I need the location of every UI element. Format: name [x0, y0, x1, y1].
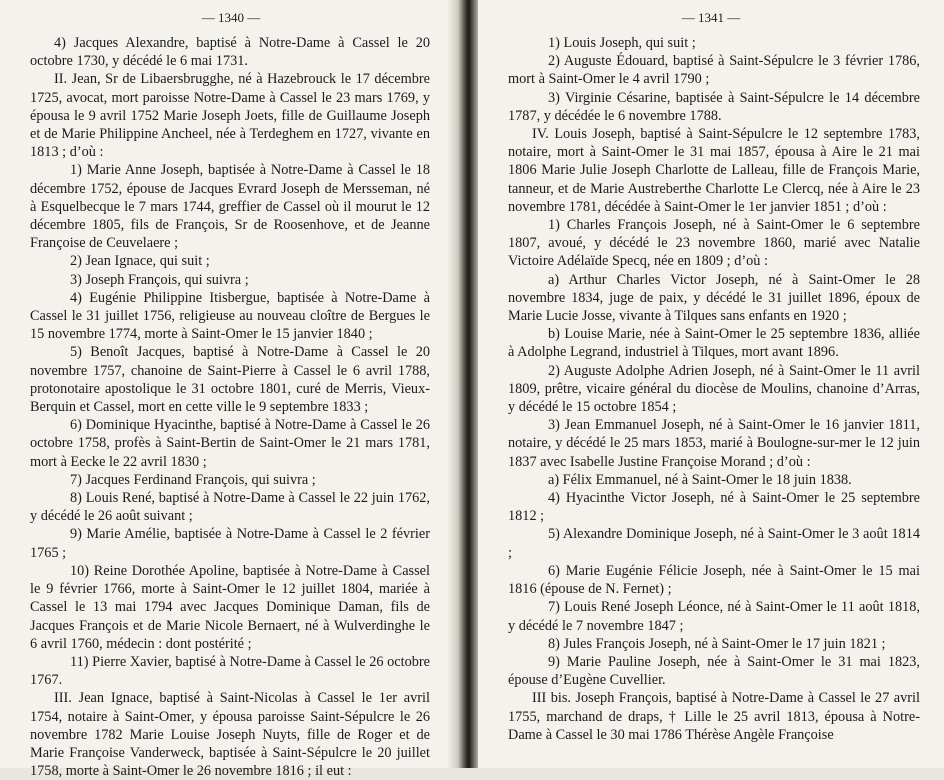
list-item: 2) Jean Ignace, qui suit ;	[70, 253, 210, 270]
paragraph: 4) Jacques Alexandre, baptisé à Notre-Dame à Cassel le 20 octobre 1730, y décédé le 6 mai 1731.	[30, 35, 430, 70]
list-item: 3) Joseph François, qui suivra ;	[70, 271, 249, 288]
list-item: 4) Eugénie Philippine Itisbergue, baptisée à Notre-Dame à Cassel le 31 juillet 1756, religieuse au nouveau cloître de Bergues le 15 novembre 1774, morte à Saint-Omer le 15 janvier 1840 ;	[30, 289, 430, 343]
list-item: 2) Auguste Édouard, baptisé à Saint-Sépulcre le 3 février 1786, mort à Saint-Omer le 4 avril 1790 ;	[508, 53, 920, 88]
list-item: 6) Dominique Hyacinthe, baptisé à Notre-Dame à Cassel le 26 octobre 1758, profès à Saint-Bertin de Saint-Omer le 21 mars 1781, mort à Eecke le 22 avril 1830 ;	[30, 417, 430, 470]
list-item: 1) Marie Anne Joseph, baptisée à Notre-Dame à Cassel le 18 décembre 1752, épouse de Jacques Evrard Joseph de Mersseman, né à Esquelbecque le 7 mars 1744, greffier de Cassel où il mourut le 12 décembre 1805, fils de François, Sr de Roosenhove, et de Jeanne Françoise de Ceuvelaere ;	[30, 162, 430, 252]
list-item: 7) Jacques Ferdinand François, qui suivra ;	[70, 471, 316, 488]
list-item: 5) Benoît Jacques, baptisé à Notre-Dame à Cassel le 20 novembre 1757, chanoine de Saint-Pierre à Cassel le 6 avril 1788, protonotaire apostolique le 31 octobre 1801, curé de Merris, Vieux-Berquin et Cassel, mort en cette ville le 9 septembre 1833 ;	[30, 344, 430, 416]
list-item: 11) Pierre Xavier, baptisé à Notre-Dame à Cassel le 26 octobre 1767.	[30, 653, 430, 689]
list-item: 4) Hyacinthe Victor Joseph, né à Saint-Omer le 25 septembre 1812 ;	[508, 490, 920, 525]
right-page-text	[508, 34, 920, 744]
list-item: 1) Charles François Joseph, né à Saint-Omer le 6 septembre 1807, avoué, y décédé le 23 novembre 1860, marié avec Natalie Victoire Adélaïde Specq, née en 1809 ; d’où :	[508, 217, 920, 270]
paragraph: III. Jean Ignace, baptisé à Saint-Nicolas à Cassel le 1er avril 1754, notaire à Saint-Omer, y épousa paroisse Saint-Sépulcre le 26 novembre 1782 Marie Louise Joseph Nuyts, fille de Roger et de Marie Françoise Vanderweck, baptisée à Saint-Sépulcre le 20 juillet 1758, morte à Saint-Omer le 26 novembre 1816 ; il eut :	[30, 690, 430, 780]
paragraph: IV. Louis Joseph, baptisé à Saint-Sépulcre le 12 septembre 1783, notaire, mort à Saint-Omer le 31 mai 1857, épousa à Aire le 21 mai 1806 Marie Julie Joseph Charlotte de Lalleau, fille de François Marie, tanneur, et de Marie Austreberthe Charlotte Le Clercq, née à Aire le 23 novembre 1781, décédée à Saint-Omer le 1er janvier 1851 ; d’où :	[508, 126, 920, 215]
right-page	[478, 0, 944, 768]
paragraph: III bis. Joseph François, baptisé à Notre-Dame à Cassel le 27 avril 1755, marchand de draps, † Lille le 25 avril 1813, épousa à Notre-Dame à Cassel le 30 mai 1786 Thérèse Angèle Françoise	[508, 690, 920, 743]
left-page	[0, 0, 462, 780]
list-item: 5) Alexandre Dominique Joseph, né à Saint-Omer le 3 août 1814 ;	[508, 526, 920, 561]
list-item: 3) Jean Emmanuel Joseph, né à Saint-Omer le 16 janvier 1811, notaire, y décédé le 25 mars 1853, marié à Boulogne-sur-mer le 12 juin 1837 avec Isabelle Justine Françoise Morand ; d’où :	[508, 417, 920, 470]
list-item: 8) Louis René, baptisé à Notre-Dame à Cassel le 22 juin 1762, y décédé le 26 août suivant ;	[30, 490, 430, 525]
list-item: 1) Louis Joseph, qui suit ;	[548, 35, 696, 51]
list-item: 3) Virginie Césarine, baptisée à Saint-Sépulcre le 14 décembre 1787, y décédée le 6 novembre 1788.	[508, 89, 920, 124]
list-item: 10) Reine Dorothée Apoline, baptisée à Notre-Dame à Cassel le 9 février 1766, morte à Saint-Omer le 12 juillet 1804, mariée à Cassel le 13 mai 1794 avec Jacques Dominique Daman, fils de Jacques François et de Marie Nicole Bernaert, né à Wulverdinghe le 6 avril 1760, médecin : dont postérité ;	[30, 562, 430, 652]
list-item: 9) Marie Pauline Joseph, née à Saint-Omer le 31 mai 1823, épouse d’Eugène Cuvellier.	[508, 653, 920, 689]
list-item: a) Félix Emmanuel, né à Saint-Omer le 18 juin 1838.	[548, 471, 852, 488]
left-page-number: — 1340 —	[201, 10, 261, 25]
list-item: a) Arthur Charles Victor Joseph, né à Saint-Omer le 28 novembre 1834, juge de paix, y décédé le 31 juillet 1896, époux de Marie Lucie Josse, vivante à Tilques sans enfants en 1920 ;	[508, 271, 920, 325]
list-item: b) Louise Marie, née à Saint-Omer le 25 septembre 1836, alliée à Adolphe Legrand, industriel à Tilques, mort avant 1896.	[508, 326, 920, 361]
list-item: 6) Marie Eugénie Félicie Joseph, née à Saint-Omer le 15 mai 1816 (épouse de N. Fernet) ;	[508, 562, 920, 598]
list-item: 8) Jules François Joseph, né à Saint-Omer le 17 juin 1821 ;	[548, 635, 886, 652]
list-item: 9) Marie Amélie, baptisée à Notre-Dame à Cassel le 2 février 1765 ;	[30, 526, 430, 561]
left-page-text	[30, 34, 430, 780]
list-item: 7) Louis René Joseph Léonce, né à Saint-Omer le 11 août 1818, y décédé le 7 novembre 1847 ;	[508, 599, 920, 634]
paragraph: II. Jean, Sr de Libaersbrugghe, né à Hazebrouck le 17 décembre 1725, avocat, mort paroisse Notre-Dame à Cassel le 23 mars 1769, y épousa le 9 avril 1752 Marie Joseph Joets, fille de Guillaume Joseph et de Marie Philippine Ancheel, née à Terdeghem en 1727, vivante en 1813 ; d’où :	[30, 71, 430, 161]
right-page-number: — 1341 —	[681, 10, 741, 25]
list-item: 2) Auguste Adolphe Adrien Joseph, né à Saint-Omer le 11 avril 1809, prêtre, vicaire général du diocèse de Moulins, chanoine d’Arras, y décédé le 15 octobre 1854 ;	[508, 362, 920, 416]
